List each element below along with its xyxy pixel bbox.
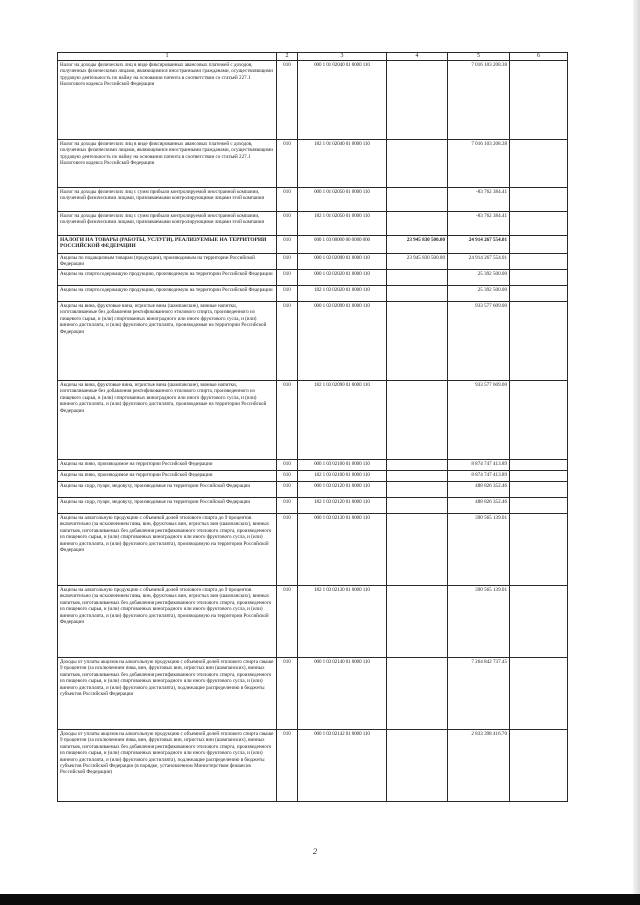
row-name: Налог на доходы физических лиц с сумм прибыли контролируемой иностранной компании, полученной физическими лицами, признаваемыми контролирующими лицами этой компании xyxy=(58,212,277,236)
row-name: Акцизы на вина, фруктовые вина, игристые вина (шампанские), винные напитки, изготавливаемые без добавления ректификованного этилового спирта, произведенного из пищевого сырья, и (или) спиртованных виноградного или иного фруктового сусла, и (или) винного дистиллята, и (или) фруктового дистиллята, производимые на территории Российской Федерации xyxy=(58,302,277,381)
revenue-table xyxy=(57,52,568,802)
approved-amount xyxy=(387,286,448,302)
column-number-4: 4 xyxy=(387,53,448,61)
table-row xyxy=(58,140,568,188)
table-row xyxy=(58,286,568,302)
row-name: Налог на доходы физических лиц в виде фиксированных авансовых платежей с доходов, полученных физическими лицами, являющимися иностранными гражданами, осуществляющими трудовую деятельность по найму на основании патента в соответствии со статьей 227.1 Налогового кодекса Российской Федерации xyxy=(58,140,277,188)
row-name: Акцизы на сидр, пуаре, медовуху, производимые на территории Российской Федерации xyxy=(58,482,277,498)
budget-classification-code: 182 1 03 02100 01 0000 110 xyxy=(298,471,387,482)
line-code: 010 xyxy=(277,460,298,471)
executed-amount: 24 914 267 554.01 xyxy=(448,254,510,270)
line-code: 010 xyxy=(277,286,298,302)
line-code: 010 xyxy=(277,658,298,730)
budget-classification-code: 000 1 03 00000 00 0000 000 xyxy=(298,236,387,254)
budget-classification-code: 000 1 03 02090 01 0000 110 xyxy=(298,302,387,381)
column-number-6: 6 xyxy=(510,53,568,61)
scan-edge-shadow xyxy=(633,0,640,905)
row-name: Налог на доходы физических лиц с сумм прибыли контролируемой иностранной компании, полученной физическими лицами, признаваемыми контролирующими лицами этой компании xyxy=(58,188,277,212)
table-row xyxy=(58,381,568,460)
table-row xyxy=(58,460,568,471)
executed-amount: 8 874 747 413.89 xyxy=(448,471,510,482)
budget-classification-code: 182 1 01 02050 01 0000 110 xyxy=(298,212,387,236)
unexecuted-amount xyxy=(510,471,568,482)
line-code: 010 xyxy=(277,482,298,498)
unexecuted-amount xyxy=(510,658,568,730)
column-number-3: 3 xyxy=(298,53,387,61)
executed-amount: 390 565 139.01 xyxy=(448,514,510,586)
table-row xyxy=(58,302,568,381)
approved-amount xyxy=(387,658,448,730)
row-name: Акцизы на сидр, пуаре, медовуху, производимые на территории Российской Федерации xyxy=(58,498,277,514)
executed-amount: 933 577 609.00 xyxy=(448,381,510,460)
column-number-5: 5 xyxy=(448,53,510,61)
budget-classification-code: 000 1 03 02130 01 0000 110 xyxy=(298,514,387,586)
line-code: 010 xyxy=(277,61,298,140)
budget-classification-code: 182 1 01 02040 01 0000 110 xyxy=(298,140,387,188)
approved-amount xyxy=(387,302,448,381)
column-number-header-row xyxy=(58,53,568,61)
table-row xyxy=(58,586,568,658)
budget-classification-code: 000 1 01 02040 01 0000 110 xyxy=(298,61,387,140)
budget-classification-code: 000 1 03 02100 01 0000 110 xyxy=(298,460,387,471)
approved-amount: 23 945 830 500.00 xyxy=(387,254,448,270)
row-name: Акцизы на спиртосодержащую продукцию, производимую на территории Российской Федерации xyxy=(58,286,277,302)
approved-amount xyxy=(387,188,448,212)
budget-classification-code: 000 1 03 02140 01 0000 110 xyxy=(298,658,387,730)
unexecuted-amount xyxy=(510,514,568,586)
line-code: 010 xyxy=(277,586,298,658)
executed-amount: 25 392 500.00 xyxy=(448,270,510,286)
executed-amount: 25 392 500.00 xyxy=(448,286,510,302)
unexecuted-amount xyxy=(510,730,568,802)
table-row xyxy=(58,514,568,586)
row-name: Доходы от уплаты акцизов на алкогольную продукцию с объемной долей этилового спирта свыше 9 процентов (за исключением пива, вин, фруктовых вин, игристых вин (шампанских), винных напитков, изготавливаемых без добавления ректификованного этилового спирта, произведенного из пищевого сырья, и (или) спиртованных виноградного или иного фруктового сусла, и (или) винного дистиллята, и (или) фруктового дистиллята), подлежащие распределению в бюджеты субъектов Российской Федерации (в порядке, установленном Министерством финансов Российской Федерации) xyxy=(58,730,277,802)
approved-amount xyxy=(387,471,448,482)
unexecuted-amount xyxy=(510,254,568,270)
line-code: 010 xyxy=(277,381,298,460)
row-name: Налог на доходы физических лиц в виде фиксированных авансовых платежей с доходов, полученных физическими лицами, являющимися иностранными гражданами, осуществляющими трудовую деятельность по найму на основании патента в соответствии со статьей 227.1 Налогового кодекса Российской Федерации xyxy=(58,61,277,140)
line-code: 010 xyxy=(277,498,298,514)
approved-amount xyxy=(387,381,448,460)
approved-amount xyxy=(387,460,448,471)
table-row xyxy=(58,498,568,514)
table-row xyxy=(58,471,568,482)
unexecuted-amount xyxy=(510,482,568,498)
table-row xyxy=(58,236,568,254)
executed-amount: 7 016 103 208.38 xyxy=(448,140,510,188)
line-code: 010 xyxy=(277,212,298,236)
unexecuted-amount xyxy=(510,586,568,658)
budget-classification-code: 000 1 03 02000 01 0000 110 xyxy=(298,254,387,270)
approved-amount xyxy=(387,270,448,286)
executed-amount: 488 826 352.46 xyxy=(448,482,510,498)
executed-amount: 488 826 352.46 xyxy=(448,498,510,514)
unexecuted-amount xyxy=(510,270,568,286)
budget-classification-code: 000 1 01 02050 01 0000 110 xyxy=(298,188,387,212)
table-row xyxy=(58,254,568,270)
row-name: Акцизы по подакцизным товарам (продукции), производимым на территории Российской Федерации xyxy=(58,254,277,270)
table-body xyxy=(58,61,568,802)
approved-amount xyxy=(387,586,448,658)
budget-classification-code: 182 1 03 02130 01 0000 110 xyxy=(298,586,387,658)
table-row xyxy=(58,212,568,236)
executed-amount: 24 914 267 554.01 xyxy=(448,236,510,254)
table-row xyxy=(58,270,568,286)
executed-amount: 390 565 139.01 xyxy=(448,586,510,658)
line-code: 010 xyxy=(277,471,298,482)
unexecuted-amount xyxy=(510,286,568,302)
line-code: 010 xyxy=(277,140,298,188)
budget-classification-code: 000 1 03 02120 01 0000 110 xyxy=(298,482,387,498)
budget-classification-code: 182 1 03 02020 01 0000 110 xyxy=(298,286,387,302)
row-name: НАЛОГИ НА ТОВАРЫ (РАБОТЫ, УСЛУГИ), РЕАЛИЗУЕМЫЕ НА ТЕРРИТОРИИ РОССИЙСКОЙ ФЕДЕРАЦИИ xyxy=(58,236,277,254)
table-row xyxy=(58,188,568,212)
unexecuted-amount xyxy=(510,460,568,471)
approved-amount: 23 945 830 500.00 xyxy=(387,236,448,254)
unexecuted-amount xyxy=(510,140,568,188)
unexecuted-amount xyxy=(510,61,568,140)
row-name: Акцизы на пиво, производимое на территории Российской Федерации xyxy=(58,471,277,482)
page-number: 2 xyxy=(312,846,318,856)
approved-amount xyxy=(387,498,448,514)
line-code: 010 xyxy=(277,302,298,381)
approved-amount xyxy=(387,140,448,188)
budget-classification-code: 182 1 03 02090 01 0000 110 xyxy=(298,381,387,460)
approved-amount xyxy=(387,61,448,140)
executed-amount: 8 874 747 413.89 xyxy=(448,460,510,471)
column-number-2: 2 xyxy=(277,53,298,61)
line-code: 010 xyxy=(277,730,298,802)
unexecuted-amount xyxy=(510,498,568,514)
approved-amount xyxy=(387,730,448,802)
table-row xyxy=(58,730,568,802)
table-row xyxy=(58,658,568,730)
approved-amount xyxy=(387,212,448,236)
row-name: Акцизы на пиво, производимое на территории Российской Федерации xyxy=(58,460,277,471)
approved-amount xyxy=(387,482,448,498)
line-code: 010 xyxy=(277,270,298,286)
executed-amount: 933 577 609.00 xyxy=(448,302,510,381)
row-name: Акцизы на алкогольную продукцию с объемной долей этилового спирта до 9 процентов включительно (за исключением пива, вин, фруктовых вин, игристых вин (шампанских), винных напитков, изготавливаемых без добавления ректификованного этилового спирта, произведенного из пищевого сырья, и (или) спиртованных виноградного или иного фруктового сусла, и (или) винного дистиллята, и (или) фруктового дистиллята), производимую на территории Российской Федерации xyxy=(58,514,277,586)
line-code: 010 xyxy=(277,236,298,254)
unexecuted-amount xyxy=(510,188,568,212)
line-code: 010 xyxy=(277,514,298,586)
executed-amount: -83 762 384.41 xyxy=(448,188,510,212)
approved-amount xyxy=(387,514,448,586)
executed-amount: 2 833 398 416.70 xyxy=(448,730,510,802)
line-code: 010 xyxy=(277,254,298,270)
budget-classification-code: 000 1 03 02020 01 0000 110 xyxy=(298,270,387,286)
row-name: Акцизы на алкогольную продукцию с объемной долей этилового спирта до 9 процентов включительно (за исключением пива, вин, фруктовых вин, игристых вин (шампанских), винных напитков, изготавливаемых без добавления ректификованного этилового спирта, произведенного из пищевого сырья, и (или) спиртованных виноградного или иного фруктового сусла, и (или) винного дистиллята, и (или) фруктового дистиллята), производимую на территории Российской Федерации xyxy=(58,586,277,658)
executed-amount: 7 264 842 737.45 xyxy=(448,658,510,730)
row-name: Доходы от уплаты акцизов на алкогольную продукцию с объемной долей этилового спирта свыше 9 процентов (за исключением пива, вин, фруктовых вин, игристых вин (шампанских), винных напитков, изготавливаемых без добавления ректификованного этилового спирта, произведенного из пищевого сырья, и (или) спиртованных виноградного или иного фруктового сусла, и (или) винного дистиллята, и (или) фруктового дистиллята), подлежащие распределению в бюджеты субъектов Российской Федерации xyxy=(58,658,277,730)
row-name: Акцизы на спиртосодержащую продукцию, производимую на территории Российской Федерации xyxy=(58,270,277,286)
executed-amount: 7 016 103 208.38 xyxy=(448,61,510,140)
executed-amount: -83 762 384.41 xyxy=(448,212,510,236)
unexecuted-amount xyxy=(510,302,568,381)
table-row xyxy=(58,61,568,140)
unexecuted-amount xyxy=(510,381,568,460)
unexecuted-amount xyxy=(510,212,568,236)
unexecuted-amount xyxy=(510,236,568,254)
table-row xyxy=(58,482,568,498)
column-number-1: 1 xyxy=(58,53,277,61)
row-name: Акцизы на вина, фруктовые вина, игристые вина (шампанские), винные напитки, изготавливаемые без добавления ректификованного этилового спирта, произведенного из пищевого сырья, и (или) спиртованных виноградного или иного фруктового сусла, и (или) винного дистиллята, и (или) фруктового дистиллята, производимые на территории Российской Федерации xyxy=(58,381,277,460)
scan-bottom-bar xyxy=(0,894,640,905)
budget-classification-code: 182 1 03 02120 01 0000 110 xyxy=(298,498,387,514)
budget-classification-code: 000 1 03 02142 01 0000 110 xyxy=(298,730,387,802)
line-code: 010 xyxy=(277,188,298,212)
